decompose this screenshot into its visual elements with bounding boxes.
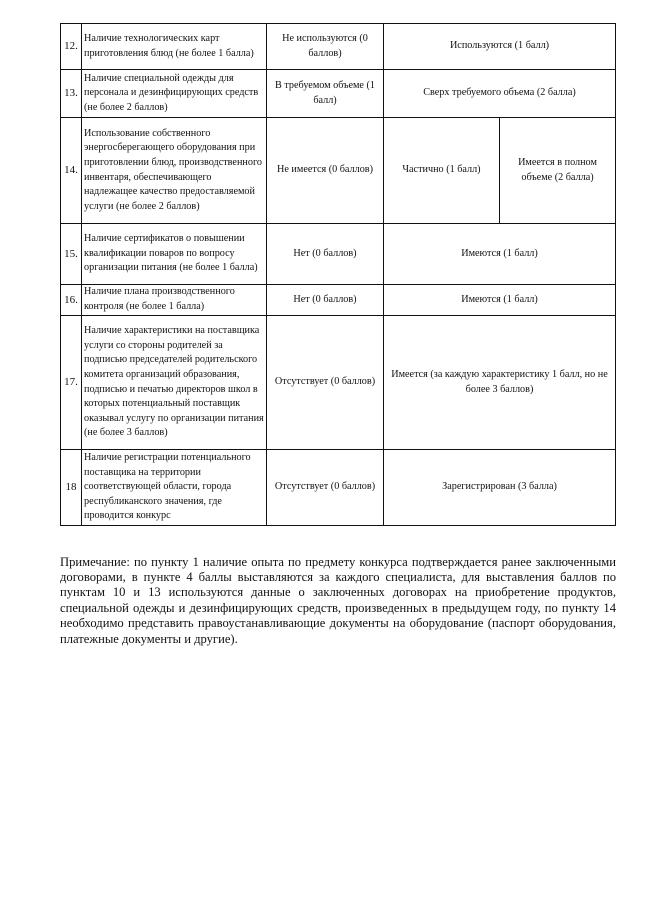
criterion-text: Наличие технологических карт приготовления блюд (не более 1 балла) (82, 24, 267, 70)
table-row (61, 118, 616, 224)
option-cell: Зарегистрирован (3 балла) (384, 450, 616, 526)
table-row (61, 24, 616, 70)
option-cell: Нет (0 баллов) (267, 224, 384, 285)
option-cell: Отсутствует (0 баллов) (267, 316, 384, 450)
table-row (61, 450, 616, 526)
option-cell: Сверх требуемого объема (2 балла) (384, 70, 616, 118)
option-cell: Не используются (0 баллов) (267, 24, 384, 70)
row-number: 16. (61, 285, 82, 316)
option-cell: Имеется в полном объеме (2 балла) (500, 118, 616, 224)
row-number: 14. (61, 118, 82, 224)
criterion-text: Наличие плана производственного контроля (не более 1 балла) (82, 285, 267, 316)
option-cell: Частично (1 балл) (384, 118, 500, 224)
option-cell: Отсутствует (0 баллов) (267, 450, 384, 526)
option-cell: Нет (0 баллов) (267, 285, 384, 316)
criterion-text: Наличие характеристики на поставщика услуги со стороны родителей за подписью председателей родительского комитета организаций образования, подписью и печатью директоров школ в которых потенциальный поставщик оказывал услугу по организации питания (не более 3 баллов) (82, 316, 267, 450)
option-cell: Имеется (за каждую характеристику 1 балл, но не более 3 баллов) (384, 316, 616, 450)
row-number: 12. (61, 24, 82, 70)
criteria-table (60, 23, 616, 526)
table-row (61, 224, 616, 285)
row-number: 17. (61, 316, 82, 450)
table-row (61, 70, 616, 118)
footnote-note: Примечание: по пункту 1 наличие опыта по предмету конкурса подтверждается ранее заключенными договорами, в пункте 4 баллы выставляются за каждого специалиста, для выставления баллов по пунктам 10 и 13 используются данные о заключенных договорах на приобретение продуктов, специальной одежды и дезинфицирующих средств, произведенных в предыдущем году, по пункту 14 необходимо представить правоустанавливающие документы на оборудование (паспорт оборудования, платежные документы и другие). (60, 554, 616, 646)
criterion-text: Наличие специальной одежды для персонала и дезинфицирующих средств (не более 2 баллов) (82, 70, 267, 118)
option-cell: В требуемом объеме (1 балл) (267, 70, 384, 118)
option-cell: Используются (1 балл) (384, 24, 616, 70)
criterion-text: Использование собственного энергосберегающего оборудования при приготовлении блюд, производственного инвентаря, обеспечивающего надлежащее качество предоставляемой услуги (не более 2 баллов) (82, 118, 267, 224)
row-number: 15. (61, 224, 82, 285)
row-number: 13. (61, 70, 82, 118)
option-cell: Имеются (1 балл) (384, 224, 616, 285)
table-row (61, 285, 616, 316)
option-cell: Имеются (1 балл) (384, 285, 616, 316)
table-row (61, 316, 616, 450)
row-number: 18 (61, 450, 82, 526)
criterion-text: Наличие регистрации потенциального поставщика на территории соответствующей области, города республиканского значения, где проводится конкурс (82, 450, 267, 526)
criterion-text: Наличие сертификатов о повышении квалификации поваров по вопросу организации питания (не более 1 балла) (82, 224, 267, 285)
option-cell: Не имеется (0 баллов) (267, 118, 384, 224)
